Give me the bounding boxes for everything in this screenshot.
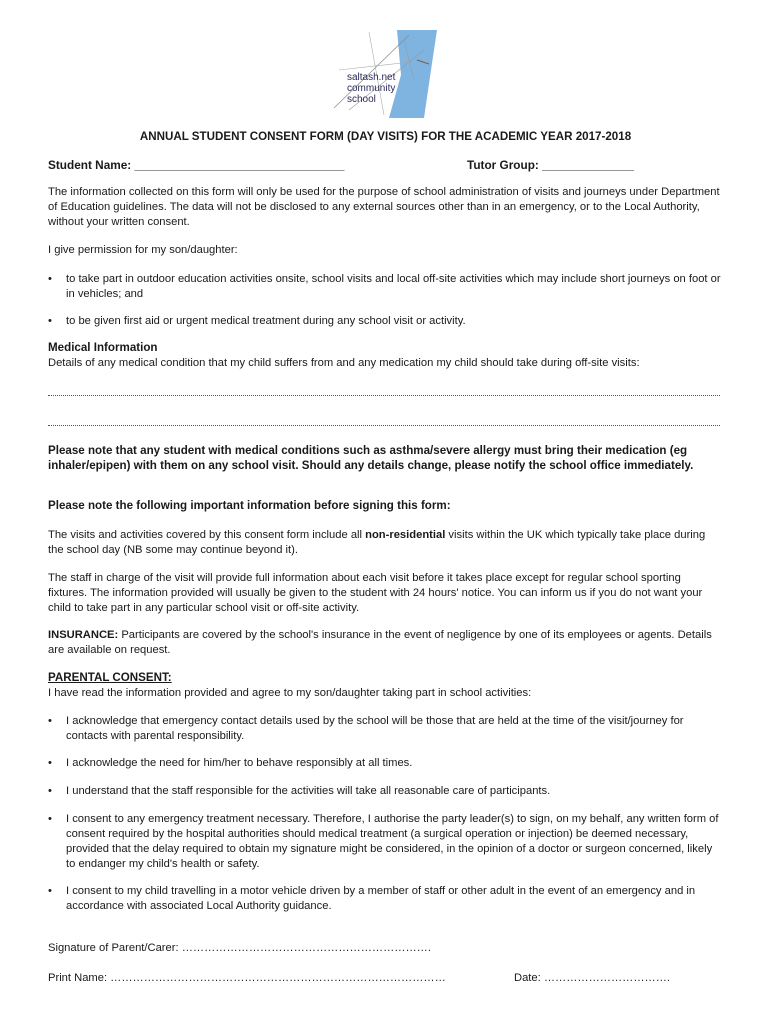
- consent-item: [48, 714, 723, 744]
- medical-details: Details of any medical condition that my child suffers from and any medication my child should take during off-site visits:: [48, 357, 640, 369]
- bullet-icon: •: [48, 315, 52, 327]
- school-logo: [329, 30, 439, 118]
- medical-heading: Medical Information: [48, 341, 158, 354]
- tutor-group-field[interactable]: Tutor Group: ______________: [467, 158, 634, 172]
- visits-bold: non-residential: [365, 529, 446, 541]
- logo-line-2: community: [347, 83, 396, 94]
- asthma-note: Please note that any student with medical conditions such as asthma/severe allergy must bring their medication (eg inhaler/epipen) with them on any school visit. Should any details change, please notify the school office immediately.: [48, 444, 694, 472]
- visits-paragraph: [48, 528, 723, 558]
- bullet-icon: •: [48, 273, 52, 285]
- consent-item: [48, 812, 723, 872]
- consent-item-text: I acknowledge that emergency contact details used by the school will be those that are held at the time of the visit/journey for contacts with parental responsibility.: [66, 715, 684, 742]
- consent-item: [48, 756, 723, 771]
- intro-paragraph: The information collected on this form will only be used for the purpose of school administration of visits and journeys under Department of Education guidelines. The data will not be disclosed to any external sources other than in an emergency, or to the Local Authority, without your written consent.: [48, 186, 720, 228]
- signature-field[interactable]: Signature of Parent/Carer: ………………………………………………………….: [48, 942, 431, 954]
- consent-item: [48, 784, 723, 799]
- permission-item-text: to take part in outdoor education activities onsite, school visits and local off-site activities which may include short journeys on foot or in vehicles; and: [66, 273, 721, 300]
- bullet-icon: •: [48, 757, 52, 769]
- bullet-icon: •: [48, 885, 52, 897]
- medical-input-line[interactable]: [48, 395, 720, 396]
- form-title: ANNUAL STUDENT CONSENT FORM (DAY VISITS) FOR THE ACADEMIC YEAR 2017-2018: [139, 130, 632, 143]
- consent-item-text: I consent to any emergency treatment necessary. Therefore, I authorise the party leader(s) to sign, on my behalf, any written form of consent required by the hospital authorities should medical treatment (a surgical operation or injection) be deemed necessary, provided that the delay required to obtain my signature might be considered, in the opinion of a doctor or surgeon concerned, likely to endanger my child's health or safety.: [66, 813, 719, 870]
- insurance-label: INSURANCE:: [48, 629, 119, 641]
- permission-intro: I give permission for my son/daughter:: [48, 244, 238, 256]
- logo-line-3: school: [347, 94, 376, 105]
- print-name-field[interactable]: Print Name: ………………………………………………………………………………: [48, 972, 446, 984]
- bullet-icon: •: [48, 813, 52, 825]
- medical-input-line[interactable]: [48, 425, 720, 426]
- insurance-text: Participants are covered by the school's insurance in the event of negligence by one of its employees or agents. Details are available on request.: [48, 629, 712, 656]
- visits-text-after: visits within the UK which typically take place during the school day (NB some may continue beyond it).: [48, 529, 706, 556]
- parental-consent-heading: PARENTAL CONSENT:: [48, 671, 172, 684]
- consent-item-text: I acknowledge the need for him/her to behave responsibly at all times.: [66, 757, 413, 769]
- bullet-icon: •: [48, 715, 52, 727]
- consent-item-text: I understand that the staff responsible for the activities will take all reasonable care of participants.: [66, 785, 551, 797]
- consent-item: [48, 884, 723, 914]
- staff-paragraph: The staff in charge of the visit will provide full information about each visit before it takes place except for regular school sporting fixtures. The information provided will usually be given to the student with 24 hours' notice. You can inform us if you do not want your child to take part in any particular school visit or off-site activity.: [48, 572, 703, 614]
- bullet-icon: •: [48, 785, 52, 797]
- parental-consent-intro: I have read the information provided and agree to my son/daughter taking part in school activities:: [48, 687, 532, 699]
- important-heading: Please note the following important information before signing this form:: [48, 499, 451, 512]
- visits-text: The visits and activities covered by this consent form include all: [48, 529, 366, 541]
- permission-item-text: to be given first aid or urgent medical treatment during any school visit or activity.: [66, 315, 466, 327]
- insurance-paragraph: [48, 628, 723, 658]
- student-name-field[interactable]: Student Name: ________________________________: [48, 158, 345, 172]
- permission-item: [48, 272, 723, 302]
- consent-item-text: I consent to my child travelling in a motor vehicle driven by a member of staff or other adult in the event of an emergency and in accordance with associated Local Authority guidance.: [66, 885, 696, 912]
- permission-item: [48, 314, 723, 329]
- date-field[interactable]: Date: …………………………….: [514, 972, 671, 984]
- logo-line-1: saltash.net: [347, 72, 396, 83]
